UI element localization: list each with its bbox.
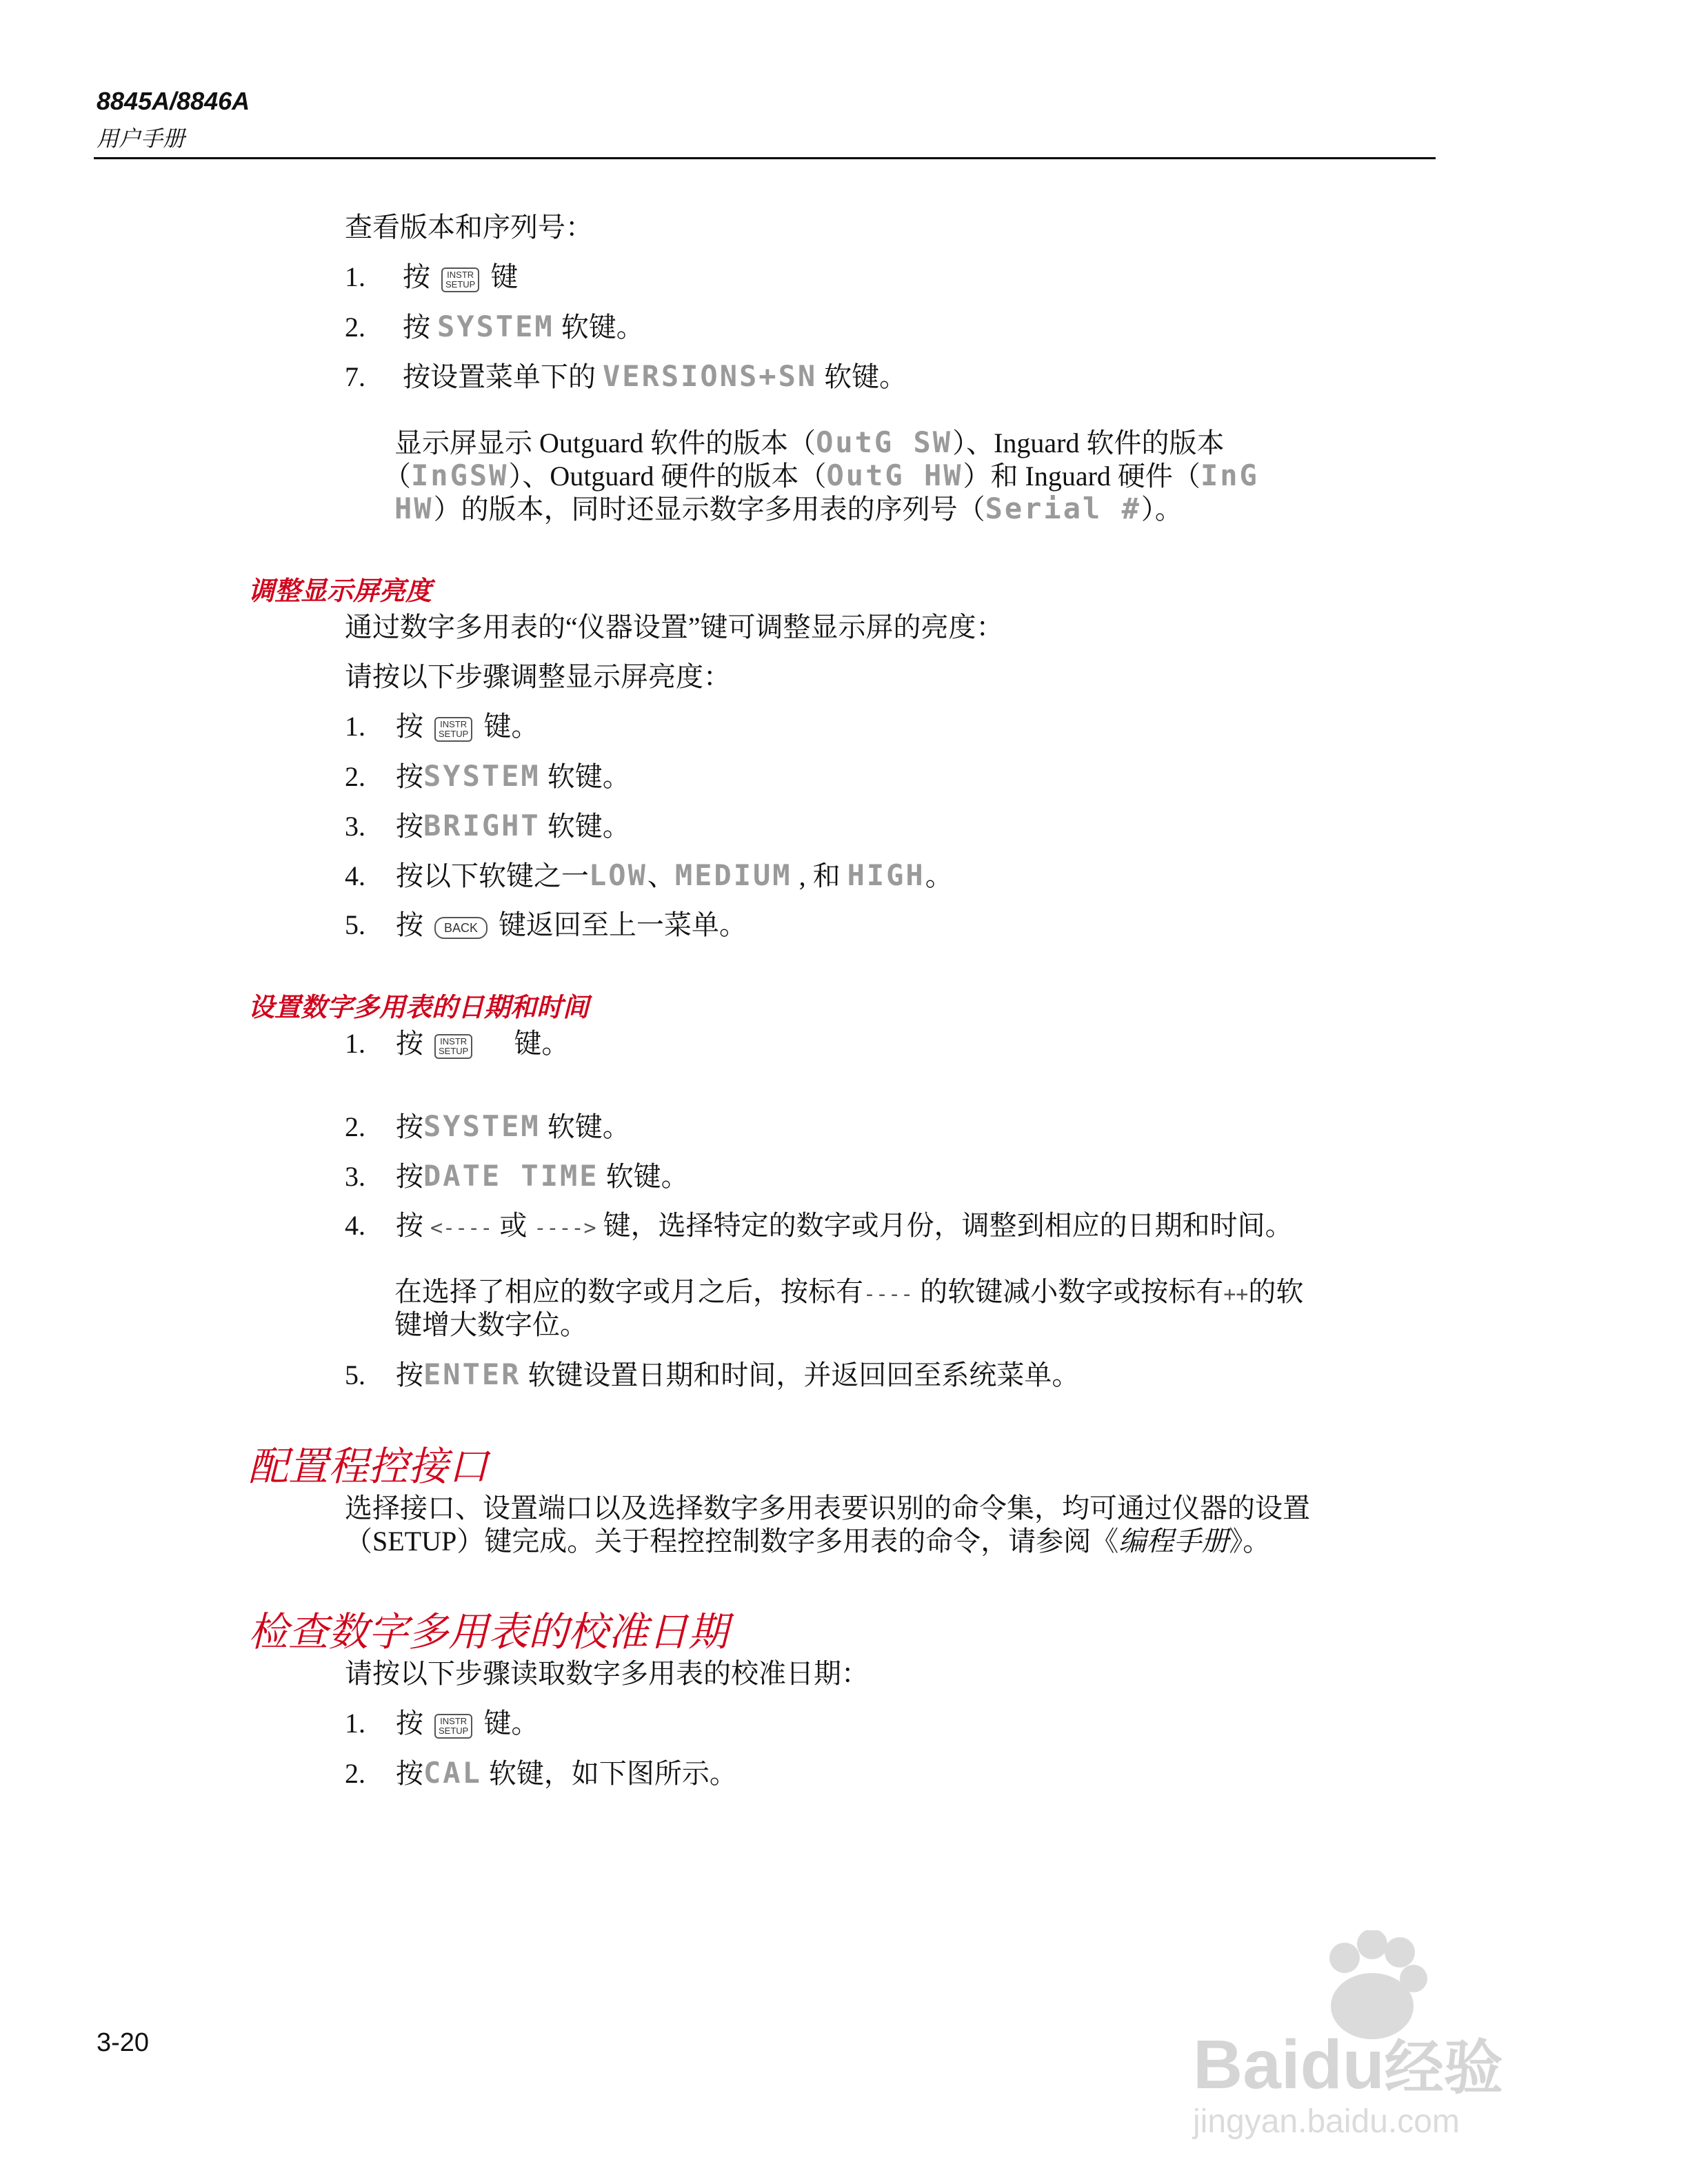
brightness-p1: 通过数字多用表的“仪器设置”键可调整显示屏的亮度： <box>345 611 1004 643</box>
datetime-step-1: 1. 按 INSTR SETUP 键。 <box>345 1028 570 1059</box>
version-desc-line-2: （InGSW）、Outguard 硬件的版本（OutG HW）和 Inguard 硬件（InG <box>383 458 1259 492</box>
datetime-note-line-1: 在选择了相应的数字或月之后，按标有---- 的软键减小数字或按标有++的软 <box>394 1276 1304 1307</box>
lcd-softkey: MEDIUM <box>674 858 792 892</box>
page-number: 3-20 <box>97 2028 150 2057</box>
lcd-text: HW <box>394 492 434 525</box>
lcd-softkey: VERSIONS+SN <box>603 359 818 393</box>
interface-line-2: （SETUP）键完成。关于程控控制数字多用表的命令，请参阅《编程手册》。 <box>345 1526 1271 1557</box>
setup-key-icon: INSTR SETUP <box>434 717 472 742</box>
setup-key-icon: INSTR SETUP <box>434 1714 472 1739</box>
brightness-step-2: 2. 按SYSTEM 软键。 <box>345 759 630 793</box>
manual-title: 编程手册 <box>1118 1526 1229 1557</box>
baidu-watermark <box>1186 1930 1586 2140</box>
watermark-cn: 经验 <box>1384 2035 1503 2101</box>
version-step-1 <box>345 261 518 294</box>
setup-key-icon: INSTR SETUP <box>441 267 479 292</box>
interface-line-1: 选择接口、设置端口以及选择数字多用表要识别的命令集，均可通过仪器的设置 <box>345 1493 1310 1524</box>
lcd-softkey: HIGH <box>847 858 925 892</box>
lcd-text: Serial # <box>985 492 1141 525</box>
setup-key-icon: INSTR SETUP <box>434 1034 472 1059</box>
lcd-text: InGSW <box>411 458 509 492</box>
header-subtitle: 用户手册 <box>97 126 185 151</box>
brightness-p2: 请按以下步骤调整显示屏亮度： <box>345 661 731 692</box>
datetime-step-4: 4. 按 <---- 或 ----> 键，选择特定的数字或月份，调整到相应的日期和时间。 <box>345 1210 1293 1241</box>
step-number: 7. <box>345 361 365 392</box>
header-model: 8845A/8846A <box>97 87 250 115</box>
datetime-step-3: 3. 按DATE TIME 软键。 <box>345 1159 689 1193</box>
datetime-note-line-2: 键增大数字位。 <box>394 1309 587 1340</box>
lcd-softkey: DATE TIME <box>423 1159 599 1193</box>
version-desc-line-1: 显示屏显示 Outguard 软件的版本（OutG SW）、Inguard 软件的版本 <box>394 425 1225 459</box>
lcd-softkey: SYSTEM <box>423 759 541 793</box>
step-text: 键 <box>490 261 519 292</box>
datetime-heading: 设置数字多用表的日期和时间 <box>248 993 590 1022</box>
lcd-softkey: CAL <box>423 1756 482 1790</box>
step-text: 软键。 <box>824 361 907 392</box>
lcd-softkey: ENTER <box>423 1357 521 1391</box>
step-number: 1. <box>345 261 365 292</box>
brightness-heading: 调整显示屏亮度 <box>248 577 432 606</box>
lcd-softkey: LOW <box>589 858 647 892</box>
step-text: 按 <box>403 261 430 292</box>
interface-heading: 配置程控接口 <box>248 1444 489 1489</box>
minus-softkey-icon: ---- <box>863 1282 914 1306</box>
watermark-url: jingyan.baidu.com <box>1193 2103 1460 2140</box>
left-arrow-icon: <---- <box>430 1216 493 1240</box>
brightness-step-4: 4. 按以下软键之一LOW、MEDIUM , 和 HIGH。 <box>345 858 953 892</box>
calibration-p1: 请按以下步骤读取数字多用表的校准日期： <box>345 1658 869 1689</box>
step-text: 按 <box>403 312 430 343</box>
lcd-text: OutG SW <box>816 425 953 459</box>
header-rule <box>94 157 1436 159</box>
calibration-step-1: 1. 按 INSTR SETUP 键。 <box>345 1708 539 1739</box>
watermark-du: du <box>1300 2026 1385 2103</box>
datetime-step-2: 2. 按SYSTEM 软键。 <box>345 1109 630 1143</box>
brightness-step-5: 5. 按 BACK 键返回至上一菜单。 <box>345 909 747 940</box>
brightness-step-1: 1. 按 INSTR SETUP 键。 <box>345 711 539 742</box>
step-text: 按设置菜单下的 <box>403 361 596 392</box>
step-text: 软键。 <box>561 312 644 343</box>
lcd-softkey: SYSTEM <box>437 310 554 343</box>
calibration-step-2: 2. 按CAL 软键，如下图所示。 <box>345 1756 737 1790</box>
right-arrow-icon: ----> <box>534 1216 596 1240</box>
lcd-text: OutG HW <box>826 458 963 492</box>
back-key-icon: BACK <box>434 917 488 939</box>
lcd-softkey: SYSTEM <box>423 1109 541 1143</box>
plus-softkey-icon: ++ <box>1223 1282 1249 1306</box>
version-step-7 <box>345 360 907 394</box>
brightness-step-3: 3. 按BRIGHT 软键。 <box>345 809 630 842</box>
watermark-brand: Bai <box>1193 2026 1300 2103</box>
version-step-2 <box>345 310 644 344</box>
version-intro: 查看版本和序列号： <box>345 212 593 243</box>
lcd-softkey: BRIGHT <box>423 809 541 842</box>
step-number: 2. <box>345 312 365 343</box>
calibration-heading: 检查数字多用表的校准日期 <box>248 1610 729 1655</box>
version-desc-line-3: HW）的版本，同时还显示数字多用表的序列号（Serial #）。 <box>394 492 1183 525</box>
datetime-step-5: 5. 按ENTER 软键设置日期和时间，并返回回至系统菜单。 <box>345 1357 1080 1391</box>
lcd-text: InG <box>1200 458 1259 492</box>
